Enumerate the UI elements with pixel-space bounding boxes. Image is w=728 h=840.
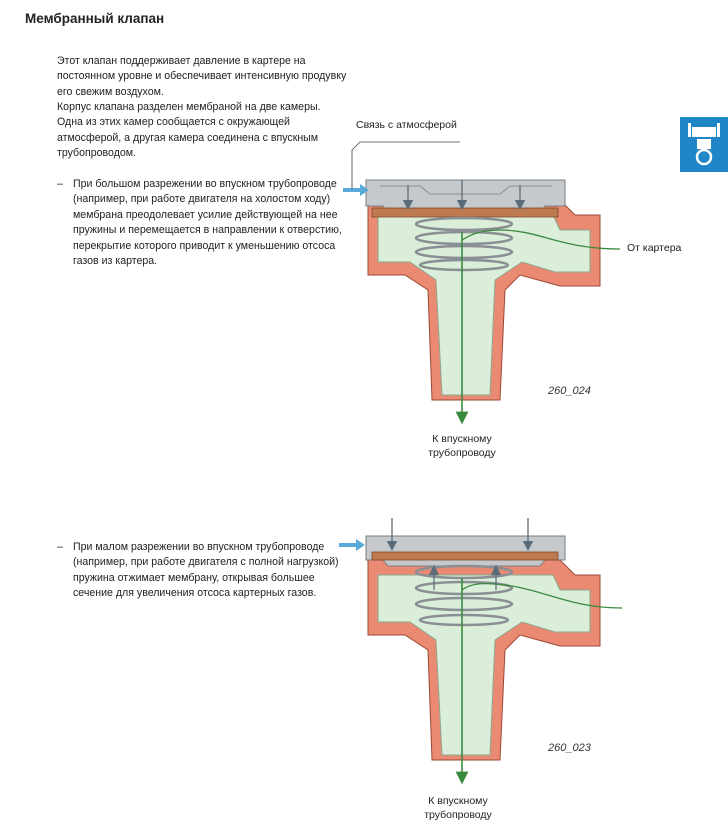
intake-label-line1: К впускному	[428, 795, 488, 807]
valve-diagram-open	[339, 518, 622, 778]
valve-diagram-closed	[343, 142, 620, 418]
crankcase-label: От картера	[627, 242, 682, 254]
engine-crankcase-icon	[680, 117, 728, 172]
intake-label-line1: К впускному	[432, 433, 492, 445]
atmosphere-label: Связь с атмосферой	[356, 119, 457, 131]
intake-label-line2: трубопроводу	[428, 447, 496, 459]
intro-paragraph-2: Корпус клапана разделен мембраной на две камеры. Одна из этих камер сообщается с окружающей атмосферой, а другая камера соединена с впускным трубопроводом.	[57, 101, 321, 160]
valve-chamber	[378, 215, 590, 395]
bullet-dash-1: –	[57, 178, 63, 190]
figure-code-2: 260_023	[548, 742, 591, 754]
figure-code-1: 260_024	[548, 385, 591, 397]
valve-chamber	[378, 575, 590, 755]
bullet-high-vacuum: При большом разрежении во впускном трубопроводе (например, при работе двигателя на холостом ходу) мембрана преодолевает усилие действующей на нее пружины и перемещается в направлении к отверстию, перекрытие которого приводит к уменьшению отсоса газов из картера.	[73, 178, 342, 268]
page-title: Мембранный клапан	[25, 11, 165, 26]
diaphragm	[372, 552, 558, 560]
intro-paragraph-1: Этот клапан поддерживает давление в картере на постоянном уровне и обеспечивает интенсивную продувку его свежим воздухом.	[57, 55, 347, 98]
intake-label-line2: трубопроводу	[424, 809, 492, 821]
valve-cap	[366, 536, 565, 566]
diaphragm	[372, 208, 558, 217]
bullet-dash-2: –	[57, 541, 63, 553]
bullet-low-vacuum: При малом разрежении во впускном трубопроводе (например, при работе двигателя с полной нагрузкой) пружина отжимает мембрану, открывая большее сечение для увеличения отсоса картерных газов.	[73, 541, 339, 600]
